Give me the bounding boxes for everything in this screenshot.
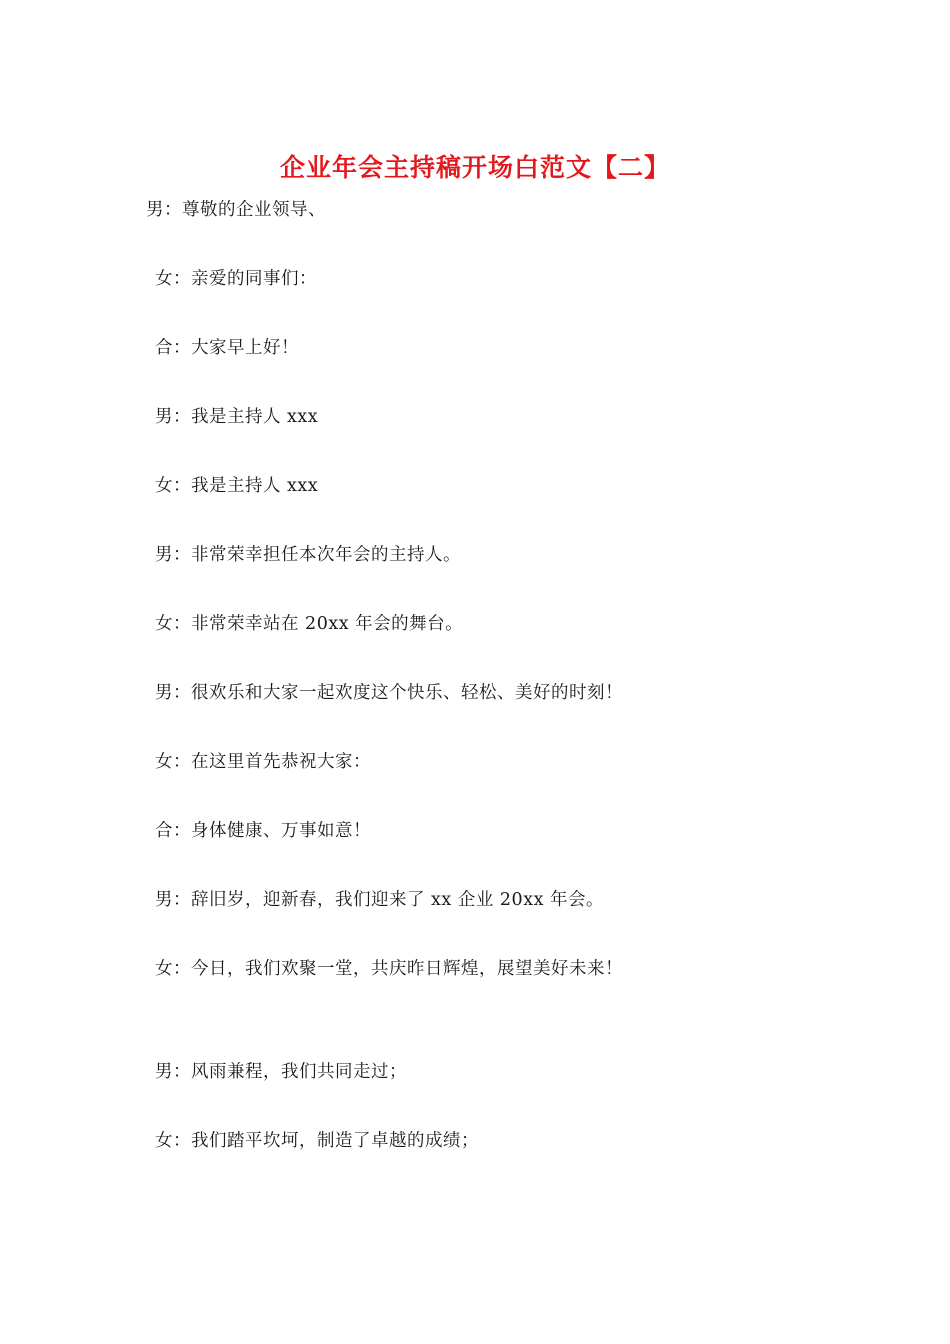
script-line-3: 合：大家早上好！ [155,338,299,358]
script-line-1: 男：尊敬的企业领导、 [146,200,326,220]
script-line-9: 女：在这里首先恭祝大家： [155,752,371,772]
script-line-8: 男：很欢乐和大家一起欢度这个快乐、轻松、美好的时刻！ [155,683,623,703]
script-line-4: 男：我是主持人 xxx [155,407,319,427]
script-line-14: 女：我们踏平坎坷，制造了卓越的成绩； [155,1131,479,1151]
script-line-2: 女：亲爱的同事们： [155,269,317,289]
script-line-5: 女：我是主持人 xxx [155,476,319,496]
script-line-12: 女：今日，我们欢聚一堂，共庆昨日辉煌，展望美好未来！ [155,959,623,979]
script-line-11: 男：辞旧岁，迎新春，我们迎来了 xx 企业 20xx 年会。 [155,890,604,910]
document-title: 企业年会主持稿开场白范文【二】 [279,153,670,182]
script-line-13: 男：风雨兼程，我们共同走过； [155,1062,407,1082]
script-line-10: 合：身体健康、万事如意！ [155,821,371,841]
script-line-6: 男：非常荣幸担任本次年会的主持人。 [155,545,461,565]
script-line-7: 女：非常荣幸站在 20xx 年会的舞台。 [155,614,464,634]
